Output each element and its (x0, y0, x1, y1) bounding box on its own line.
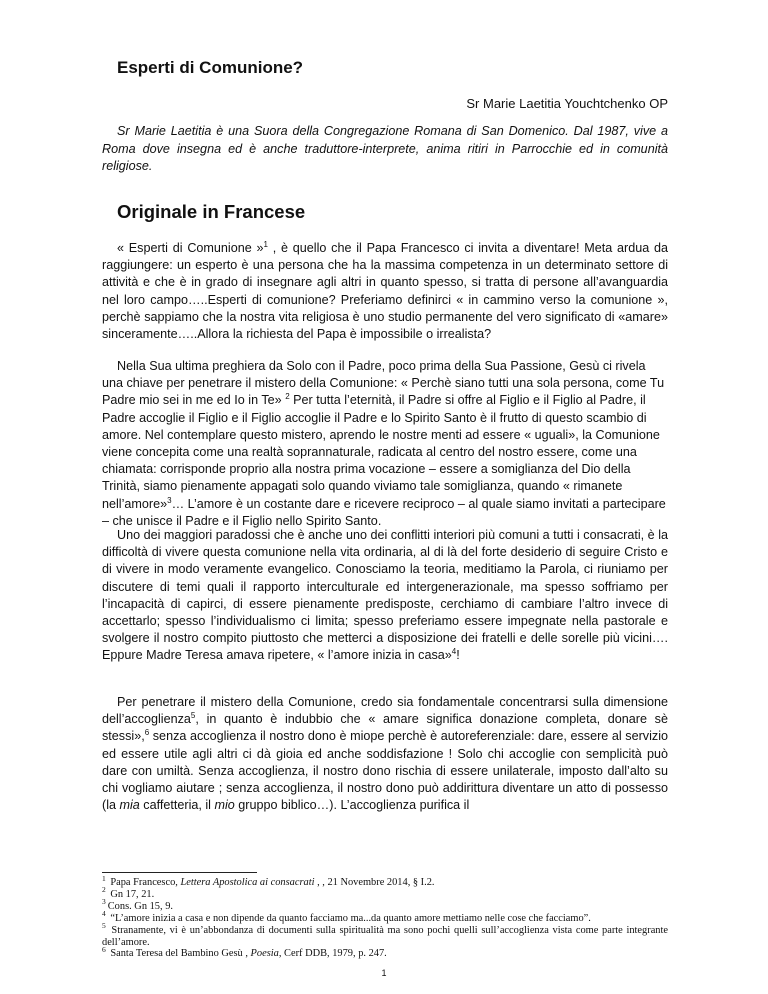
footnotes-list (102, 873, 668, 960)
footnote-ref[interactable]: 4 (451, 647, 457, 657)
text-run: , Cerf DDB, 1979, p. 247. (278, 948, 387, 960)
text-run: ! (456, 648, 460, 663)
footnote-number: 1 (102, 873, 106, 883)
footnote-item (102, 921, 668, 949)
footnote-item (102, 873, 668, 889)
paragraph-4 (102, 694, 668, 814)
footnote-ref[interactable]: 3 (167, 495, 172, 505)
footnote-number: 4 (102, 909, 106, 919)
footnote-item (102, 944, 668, 960)
footnote-item (102, 909, 668, 925)
footnote-item (102, 885, 668, 901)
footnote-number: 6 (102, 944, 106, 954)
text-run: Papa Francesco, (107, 877, 181, 888)
footnote-ref[interactable]: 5 (190, 711, 196, 721)
paragraph-2 (102, 358, 668, 530)
text-run: gruppo biblico…). L’accoglienza purifica il (234, 798, 470, 813)
text-run: , , 21 Novembre 2014, § I.2. (314, 877, 435, 888)
footnote-item (102, 897, 668, 913)
document-title: Esperti di Comunione? (117, 58, 304, 77)
section-heading: Originale in Francese (117, 201, 306, 222)
text-run: Cons. Gn 15, 9. (107, 900, 173, 912)
emphasis: mio (214, 798, 235, 813)
text-run: caffetteria, il (139, 798, 215, 813)
text-run: , in quanto è indubbio che « amare significa donazione completa, donare sè stessi», (102, 712, 668, 744)
author-line: Sr Marie Laetitia Youchtchenko OP (466, 96, 668, 111)
footnote-number: 2 (102, 885, 106, 895)
emphasis: Poesia (250, 948, 279, 960)
text-run: Stranamente, vi è un’abbondanza di documenti sulla spiritualità ma sono pochi quelli sull’accoglienza vista come parte integrante dell’amore. (102, 924, 668, 948)
intro-paragraph: Sr Marie Laetitia è una Suora della Congregazione Romana di San Domenico. Dal 1987, vive a Roma dove insegna ed è anche traduttore-interprete, anima ritiri in Parrocchie ed in comunità religiose. (102, 124, 668, 173)
text-run: Nella Sua ultima preghiera da Solo con il Padre, poco prima della Sua Passione, Gesù ci rivela una chiave per penetrare il mistero della Comunione: « Perchè siano tutti una sola persona, come Tu Padre mio sei in me ed Io in Te» (102, 359, 665, 408)
text-run: Per penetrare il mistero della Comunione, credo sia fondamentale concentrarsi sulla dimensione dell’accoglienza (102, 695, 668, 727)
text-run: Per tutta l’eternità, il Padre si offre al Figlio e il Figlio al Padre, il Padre accoglie il Figlio e il Figlio accoglie il Padre e lo Spirito Santo è il frutto di questo scambio di amore. Nel contemplare questo mistero, aprendo le nostre menti ad essere « uguali», la Comunione viene concepita come una realtà soprannaturale, radicata al centro del nostro essere, come una chiamata: corrisponde proprio alla nostra prima vocazione – essere a somiglianza del Dio della Trinità, siamo pienamente appagati solo quando viviamo tale somiglianza, quando « rimanete nell’amore» (102, 393, 660, 511)
text-run: Uno dei maggiori paradossi che è anche uno dei conflitti interiori più comuni a tutti i consacrati, è la difficoltà di vivere questa comunione nella vita ordinaria, al di là del forte desiderio di seguire Cristo e di vivere in modo veramente evangelico. Conosciamo la teoria, meditiamo la Parola, ci riuniamo per discutere di temi quali il rapporto interculturale ed intergenerazionale, ma spesso soffriamo per l’incapacità di capirci, di essere pienamente predisposte, cerchiamo di cambiare l’altro invece di accettarlo; spesso l’individualismo ci limita; spesso preferiamo essere impegnate nella pastorale e svolgere il nostro compito piuttosto che metterci a disposizione dei fratelli e delle sorelle più vicini…. Eppure Madre Teresa amava ripetere, « l’amore inizia in casa» (102, 528, 668, 663)
paragraph-1 (102, 240, 668, 343)
emphasis: mia (119, 798, 140, 813)
footnote-ref[interactable]: 1 (263, 239, 268, 249)
emphasis: Lettera Apostolica ai consacrati (180, 877, 315, 888)
text-run: , è quello che il Papa Francesco ci invita a diventare! Meta ardua da raggiungere: un esperto è una persona che ha la massima competenza in un determinato settore di attività e che è in grado di insegnare agli altri in quanto spesso, si tratta di persone all’avanguardia nel loro campo…..Esperti di comunione? Preferiamo definirci « in cammino verso la comunione », perchè sappiamo che la nostra vita religiosa è uno studio permanente del vero significato di «amare» sinceramente…..Allora la richiesta del Papa è impossibile o irrealista? (102, 241, 668, 342)
text-run: « Esperti di Comunione » (117, 241, 264, 255)
text-run: … L’amore è un costante dare e ricevere reciproco – al quale siamo invitati a partecipare – che unisce il Padre e il Figlio nello Spirito Santo. (102, 496, 666, 528)
footnote-number: 3 (102, 897, 106, 907)
footnote-number: 5 (102, 921, 106, 931)
text-run: senza accoglienza il nostro dono è miope perchè è autoreferenziale: dare, essere al servizio ed essere utile agli altri ci dà gioia ed anche soddisfazione ! Solo chi accoglie con semplicità può dare con umiltà. Senza accoglienza, il nostro dono rischia di essere unilaterale, imposto dall’alto su chi vogliamo aiutare ; senza accoglienza, il nostro dono può addirittura diventare un atto di possesso (la (102, 729, 668, 813)
text-run: Santa Teresa del Bambino Gesù , (107, 948, 251, 960)
footnote-ref[interactable]: 2 (285, 392, 290, 402)
footnote-ref[interactable]: 6 (144, 728, 150, 738)
text-run: “L’amore inizia a casa e non dipende da quanto facciamo ma...da quanto amore mettiamo nelle cose che facciamo”. (107, 912, 591, 924)
page-number: 1 (381, 968, 387, 978)
paragraph-3 (102, 527, 668, 665)
text-run: Gn 17, 21. (107, 888, 155, 900)
footnote-divider (102, 872, 257, 873)
